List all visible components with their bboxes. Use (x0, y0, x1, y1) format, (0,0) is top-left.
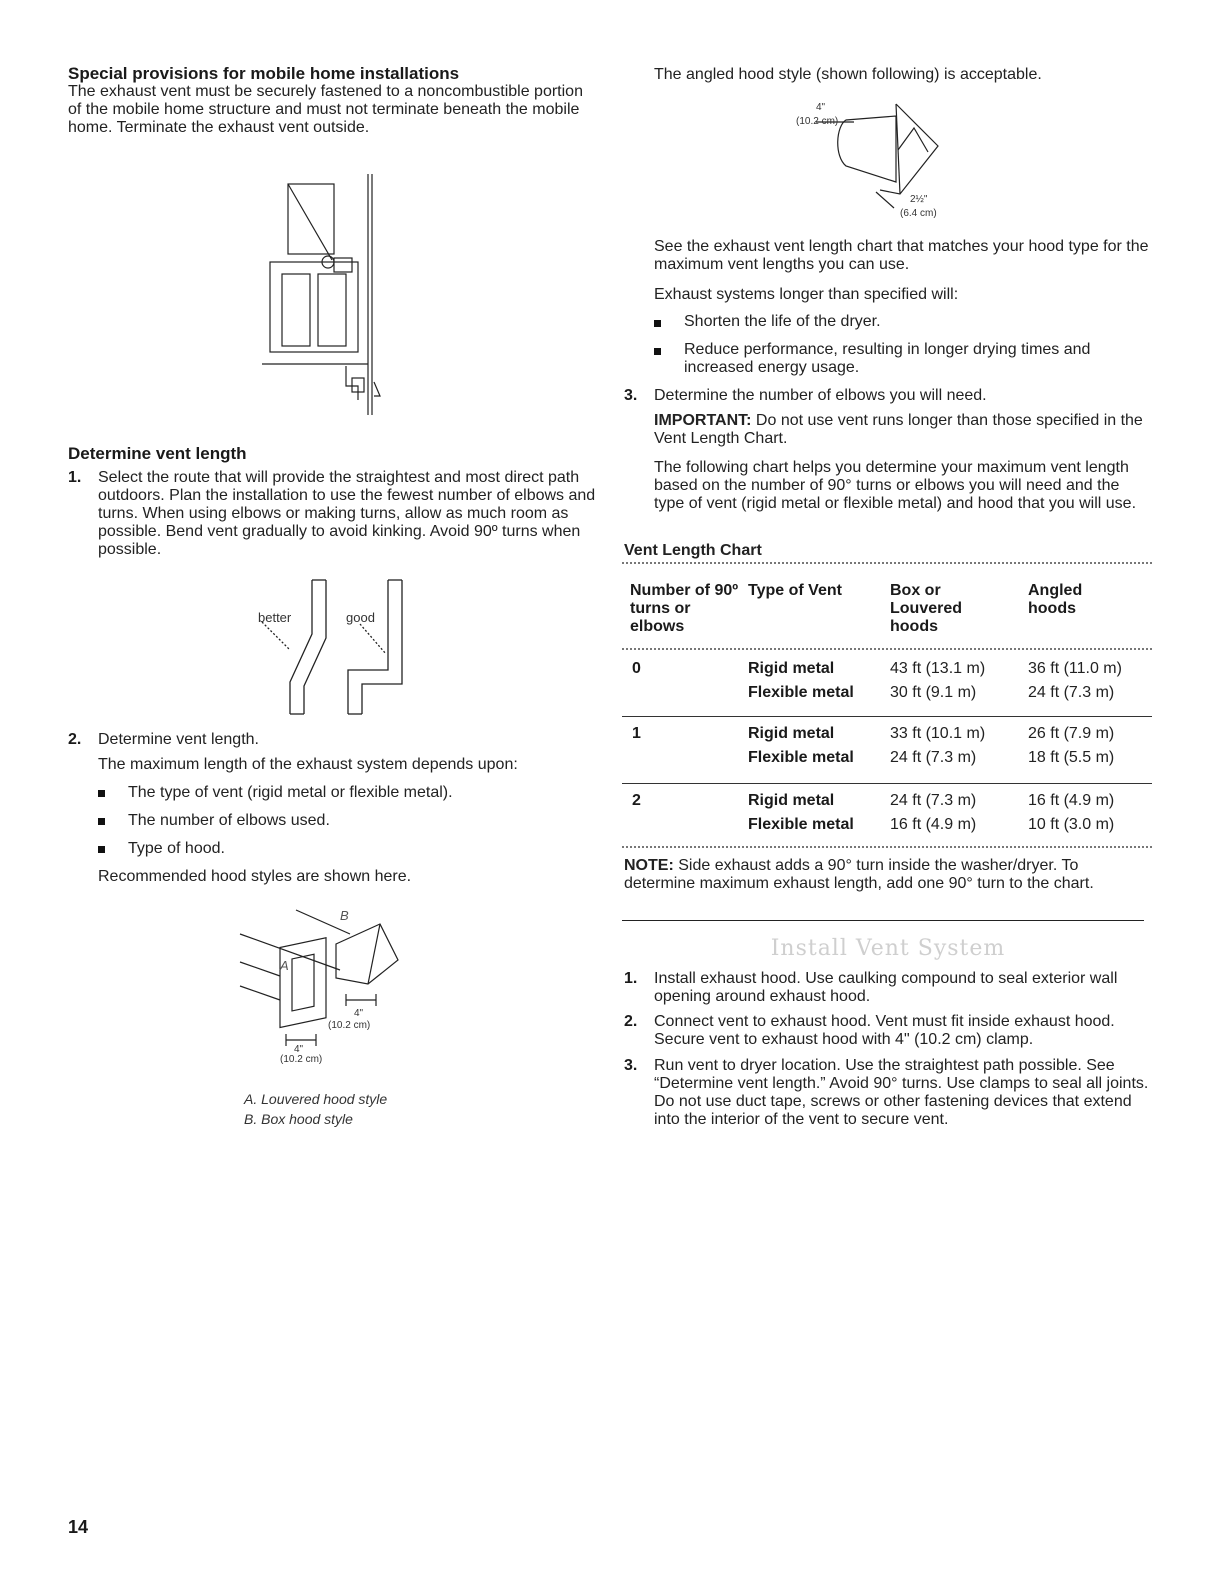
vent-length-chart (622, 562, 1152, 850)
angled-hood-illustration (776, 96, 976, 226)
hood-styles-illustration (240, 904, 440, 1064)
chart-row (622, 717, 1152, 783)
row-rigid-label: Rigid metal (748, 660, 835, 677)
hood-label-a: A (280, 958, 289, 973)
chart-bottom-divider (622, 846, 1152, 850)
install-vent-system-title: Install Vent System (770, 936, 1006, 961)
chart-row (622, 652, 1152, 716)
install-step-2-text: Connect vent to exhaust hood. Vent must fit inside exhaust hood. Secure vent to exhaust hood with 4" (10.2 cm) clamp. (654, 1013, 1115, 1048)
box-dim-inches: 4" (354, 1008, 364, 1019)
bullet-marker (654, 348, 661, 355)
step-3-number: 3. (624, 387, 638, 404)
step-1-text: Select the route that will provide the straightest and most direct path outdoors. Plan the installation to use the fewest number of elbows and turns. When using elbows or making turns, allow as much room as possible. Bend vent gradually to avoid kinking. Avoid 90º turns when possible. (98, 469, 596, 558)
vent-length-chart-title: Vent Length Chart (624, 542, 762, 559)
row-flex-label: Flexible metal (748, 684, 854, 701)
bullet-reduce-performance: Reduce performance, resulting in longer drying times and increased energy usage. (684, 341, 1091, 376)
important-text: Do not use vent runs longer than those specified in the Vent Length Chart. (654, 412, 1143, 447)
angled-dim-inches: 4" (816, 102, 826, 113)
header-box-louvered: Box or Louvered hoods (890, 582, 963, 635)
step-3-text: Determine the number of elbows you will need. (654, 387, 987, 404)
mobile-home-illustration (262, 170, 402, 420)
longer-systems-text: Exhaust systems longer than specified will: (654, 286, 959, 303)
row-flex-label: Flexible metal (748, 749, 854, 766)
bullet-elbows: The number of elbows used. (128, 812, 330, 829)
vent-length-section (68, 444, 598, 463)
angled-dim-cm: (10.2 cm) (796, 116, 839, 127)
row-rigid-box: 33 ft (10.1 m) (890, 725, 986, 742)
recommended-text: Recommended hood styles are shown here. (98, 868, 412, 885)
page-number: 14 (68, 1517, 89, 1537)
caption-box: B. Box hood style (244, 1111, 353, 1127)
angled-depth-inches: 2½" (910, 194, 928, 205)
hood-label-b: B (340, 908, 349, 923)
row-turns: 2 (632, 792, 641, 809)
max-length-text: The maximum length of the exhaust system depends upon: (98, 756, 518, 773)
bullet-marker (98, 818, 105, 825)
row-flex-box: 24 ft (7.3 m) (890, 749, 977, 766)
mobile-home-text: The exhaust vent must be securely fastened to a noncombustible portion of the mobile home structure and must not terminate beneath the mobile home. Terminate the exhaust vent outside. (68, 83, 583, 136)
louvered-dim-inches: 4" (294, 1044, 304, 1055)
important-label: IMPORTANT: (654, 412, 752, 429)
row-rigid-angled: 16 ft (4.9 m) (1028, 792, 1115, 809)
angled-depth-cm: (6.4 cm) (900, 208, 937, 219)
bullet-hood-type: Type of hood. (128, 840, 225, 857)
row-rigid-angled: 26 ft (7.9 m) (1028, 725, 1115, 742)
bullet-marker (654, 320, 661, 327)
note-label: NOTE: (624, 857, 674, 874)
row-flex-box: 16 ft (4.9 m) (890, 816, 977, 833)
step-1-number: 1. (68, 469, 82, 486)
row-turns: 1 (632, 725, 641, 742)
install-step-3-text: Run vent to dryer location. Use the straightest path possible. See “Determine vent length.” Avoid 90° turns. Use clamps to seal all joints. Do not use duct tape, screws or other fastening devices that extend into the interior of the vent to secure vent. (654, 1057, 1149, 1128)
better-label: better (258, 610, 292, 625)
important-note (654, 412, 1154, 448)
install-step-1-number: 1. (624, 970, 638, 987)
row-flex-angled: 10 ft (3.0 m) (1028, 816, 1115, 833)
install-step-2-number: 2. (624, 1013, 638, 1030)
see-chart-text: See the exhaust vent length chart that matches your hood type for the maximum vent lengths you can use. (654, 238, 1149, 273)
row-rigid-label: Rigid metal (748, 792, 835, 809)
row-flex-angled: 24 ft (7.3 m) (1028, 684, 1115, 701)
better-good-vent-illustration (250, 574, 430, 724)
install-step-1-text: Install exhaust hood. Use caulking compound to seal exterior wall opening around exhaust hood. (654, 970, 1118, 1005)
row-rigid-box: 24 ft (7.3 m) (890, 792, 977, 809)
louvered-dim-cm: (10.2 cm) (280, 1054, 323, 1065)
row-turns: 0 (632, 660, 641, 677)
row-flex-label: Flexible metal (748, 816, 854, 833)
box-dim-cm: (10.2 cm) (328, 1020, 371, 1031)
row-rigid-label: Rigid metal (748, 725, 835, 742)
bullet-vent-type: The type of vent (rigid metal or flexible metal). (128, 784, 453, 801)
mobile-home-heading: Special provisions for mobile home installations (68, 64, 460, 83)
caption-louvered: A. Louvered hood style (244, 1091, 388, 1107)
step-2-number: 2. (68, 731, 82, 748)
row-rigid-box: 43 ft (13.1 m) (890, 660, 986, 677)
header-angled: Angled hoods (1028, 582, 1083, 617)
side-exhaust-note (624, 857, 1144, 893)
vent-length-heading: Determine vent length (68, 444, 247, 463)
chart-row (622, 784, 1152, 846)
bullet-shorten-life: Shorten the life of the dryer. (684, 313, 881, 330)
header-vent-type: Type of Vent (748, 582, 842, 599)
step-2-text: Determine vent length. (98, 731, 259, 748)
good-label: good (346, 610, 375, 625)
bullet-marker (98, 846, 105, 853)
row-rigid-angled: 36 ft (11.0 m) (1028, 660, 1122, 677)
chart-header-row (622, 566, 1152, 638)
row-flex-box: 30 ft (9.1 m) (890, 684, 977, 701)
header-turns: Number of 90º turns or elbows (630, 582, 739, 635)
chart-help-text: The following chart helps you determine your maximum vent length based on the number of 90° turns or elbows you will need and the type of vent (rigid metal or flexible metal) and hood that you will use. (654, 459, 1137, 512)
bullet-marker (98, 790, 105, 797)
install-step-3-number: 3. (624, 1057, 638, 1074)
note-text: Side exhaust adds a 90° turn inside the washer/dryer. To determine maximum exhaust length, add one 90° turn to the chart. (624, 857, 1094, 892)
angled-hood-text: The angled hood style (shown following) is acceptable. (654, 66, 1042, 83)
mobile-home-section (68, 64, 598, 137)
section-divider (622, 920, 1144, 921)
row-flex-angled: 18 ft (5.5 m) (1028, 749, 1115, 766)
